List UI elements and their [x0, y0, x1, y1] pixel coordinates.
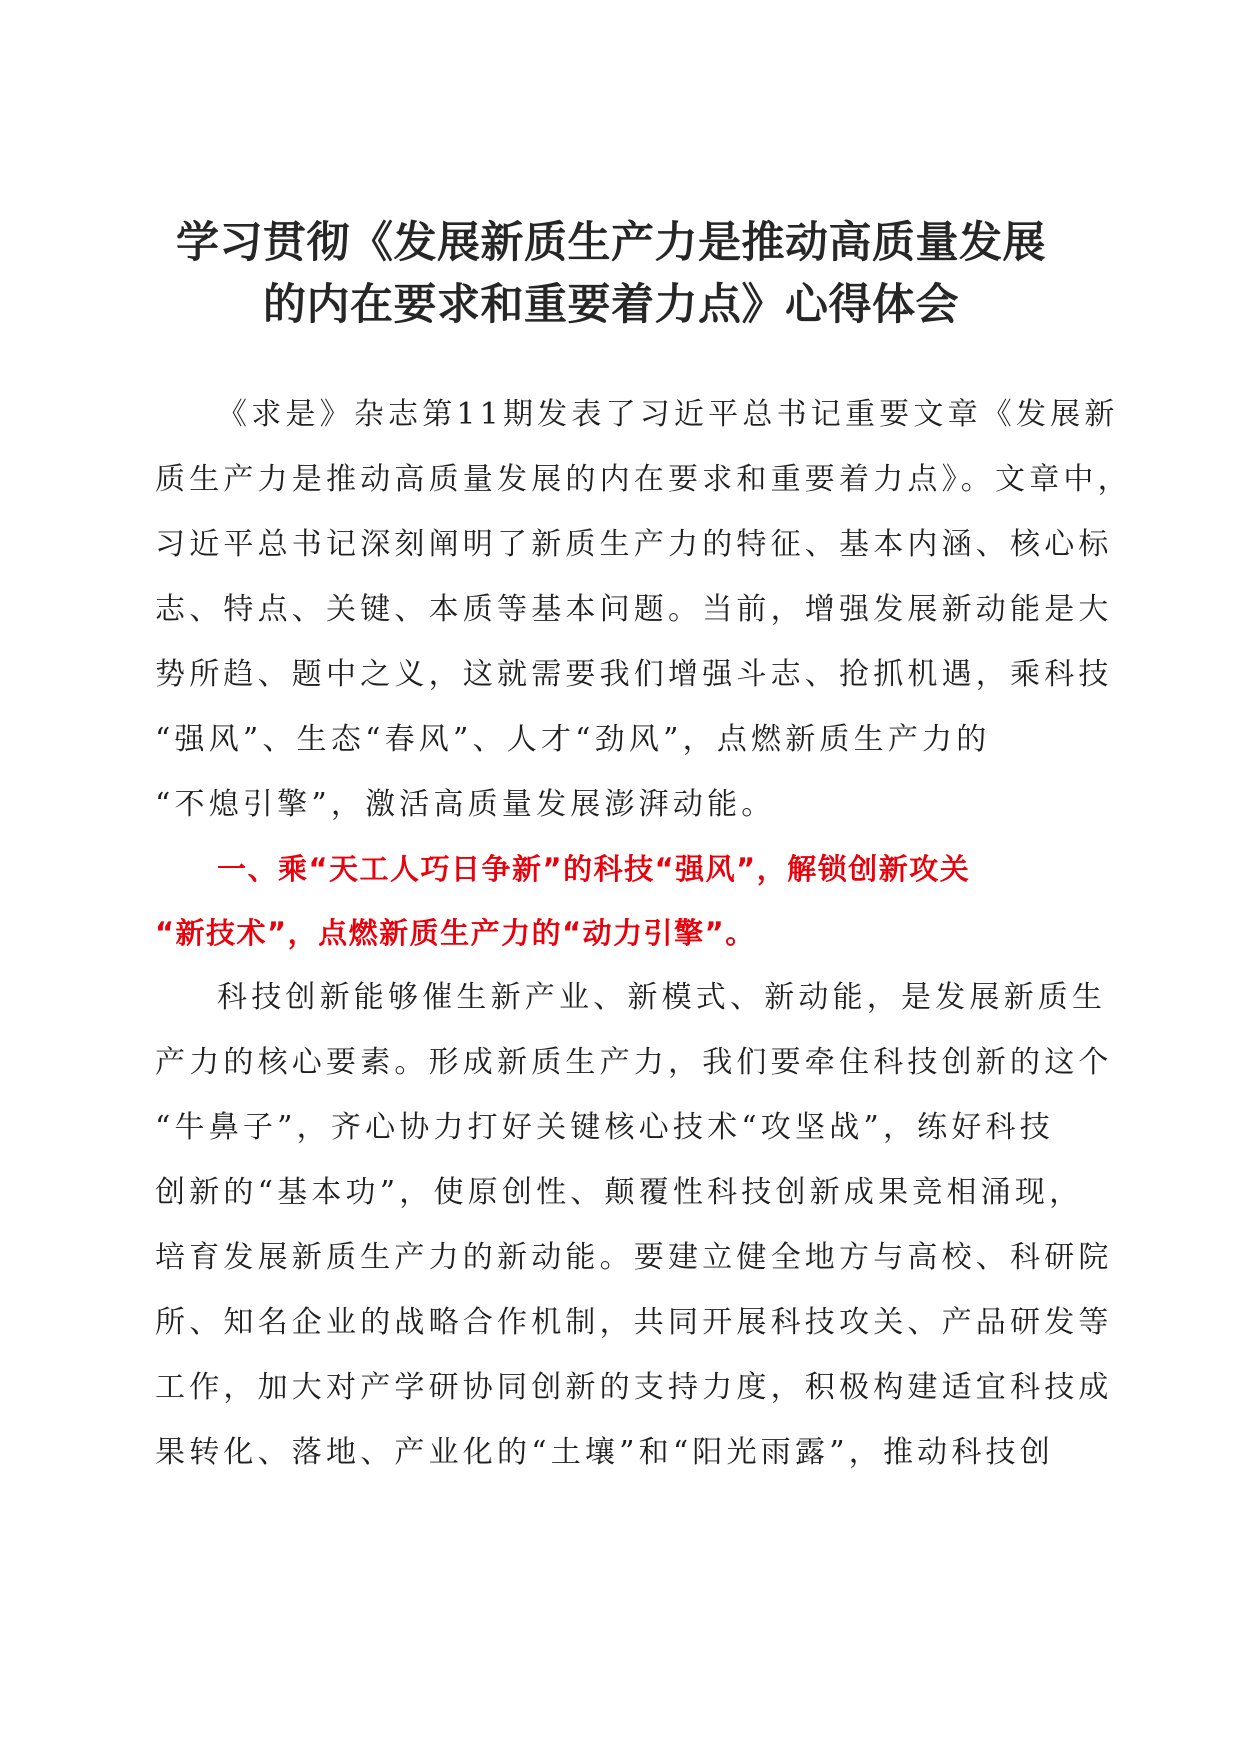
paragraph-line: 科技创新能够催生新产业、新模式、新动能，是发展新质生: [217, 980, 1107, 1015]
paragraph-line: “牛鼻子”，齐心协力打好关键核心技术“攻坚战”，练好科技: [155, 1110, 1054, 1145]
paragraph-line: 所、知名企业的战略合作机制，共同开展科技攻关、产品研发等: [155, 1305, 1113, 1340]
paragraph-line: 创新的“基本功”，使原创性、颠覆性科技创新成果竞相涌现，: [155, 1175, 1084, 1210]
title-line: 的内在要求和重要着力点》心得体会: [263, 280, 959, 330]
paragraph-line: 果转化、落地、产业化的“土壤”和“阳光雨露”，推动科技创: [155, 1435, 1054, 1470]
paragraph-line: “不熄引擎”，激活高质量发展澎湃动能。: [155, 787, 776, 822]
document-title: [155, 212, 1067, 336]
intro-paragraph: [155, 382, 1132, 837]
paragraph-line: 习近平总书记深刻阐明了新质生产力的特征、基本内涵、核心标: [155, 527, 1113, 562]
title-line: 学习贯彻《发展新质生产力是推动高质量发展: [176, 218, 1046, 268]
section-heading-1: [155, 837, 1067, 965]
paragraph-line: 《求是》杂志第11期发表了习近平总书记重要文章《发展新: [217, 397, 1119, 432]
document-content: [155, 212, 1132, 1485]
paragraph-line: 培育发展新质生产力的新动能。要建立健全地方与高校、科研院: [155, 1240, 1113, 1275]
section-1-paragraph: [155, 965, 1113, 1485]
paragraph-line: “强风”、生态“春风”、人才“劲风”，点燃新质生产力的: [155, 722, 991, 757]
paragraph-line: 工作，加大对产学研协同创新的支持力度，积极构建适宜科技成: [155, 1370, 1113, 1405]
paragraph-line: 产力的核心要素。形成新质生产力，我们要牵住科技创新的这个: [155, 1045, 1113, 1080]
paragraph-line: 质生产力是推动高质量发展的内在要求和重要着力点》。文章中，: [155, 462, 1132, 497]
heading-line: “新技术”，点燃新质生产力的“动力引擎”。: [155, 916, 756, 950]
paragraph-line: 势所趋、题中之义，这就需要我们增强斗志、抢抓机遇，乘科技: [155, 657, 1113, 692]
heading-line: 一、乘“天工人巧日争新”的科技“强风”，解锁创新攻关: [217, 852, 971, 886]
paragraph-line: 志、特点、关键、本质等基本问题。当前，增强发展新动能是大: [155, 592, 1113, 627]
